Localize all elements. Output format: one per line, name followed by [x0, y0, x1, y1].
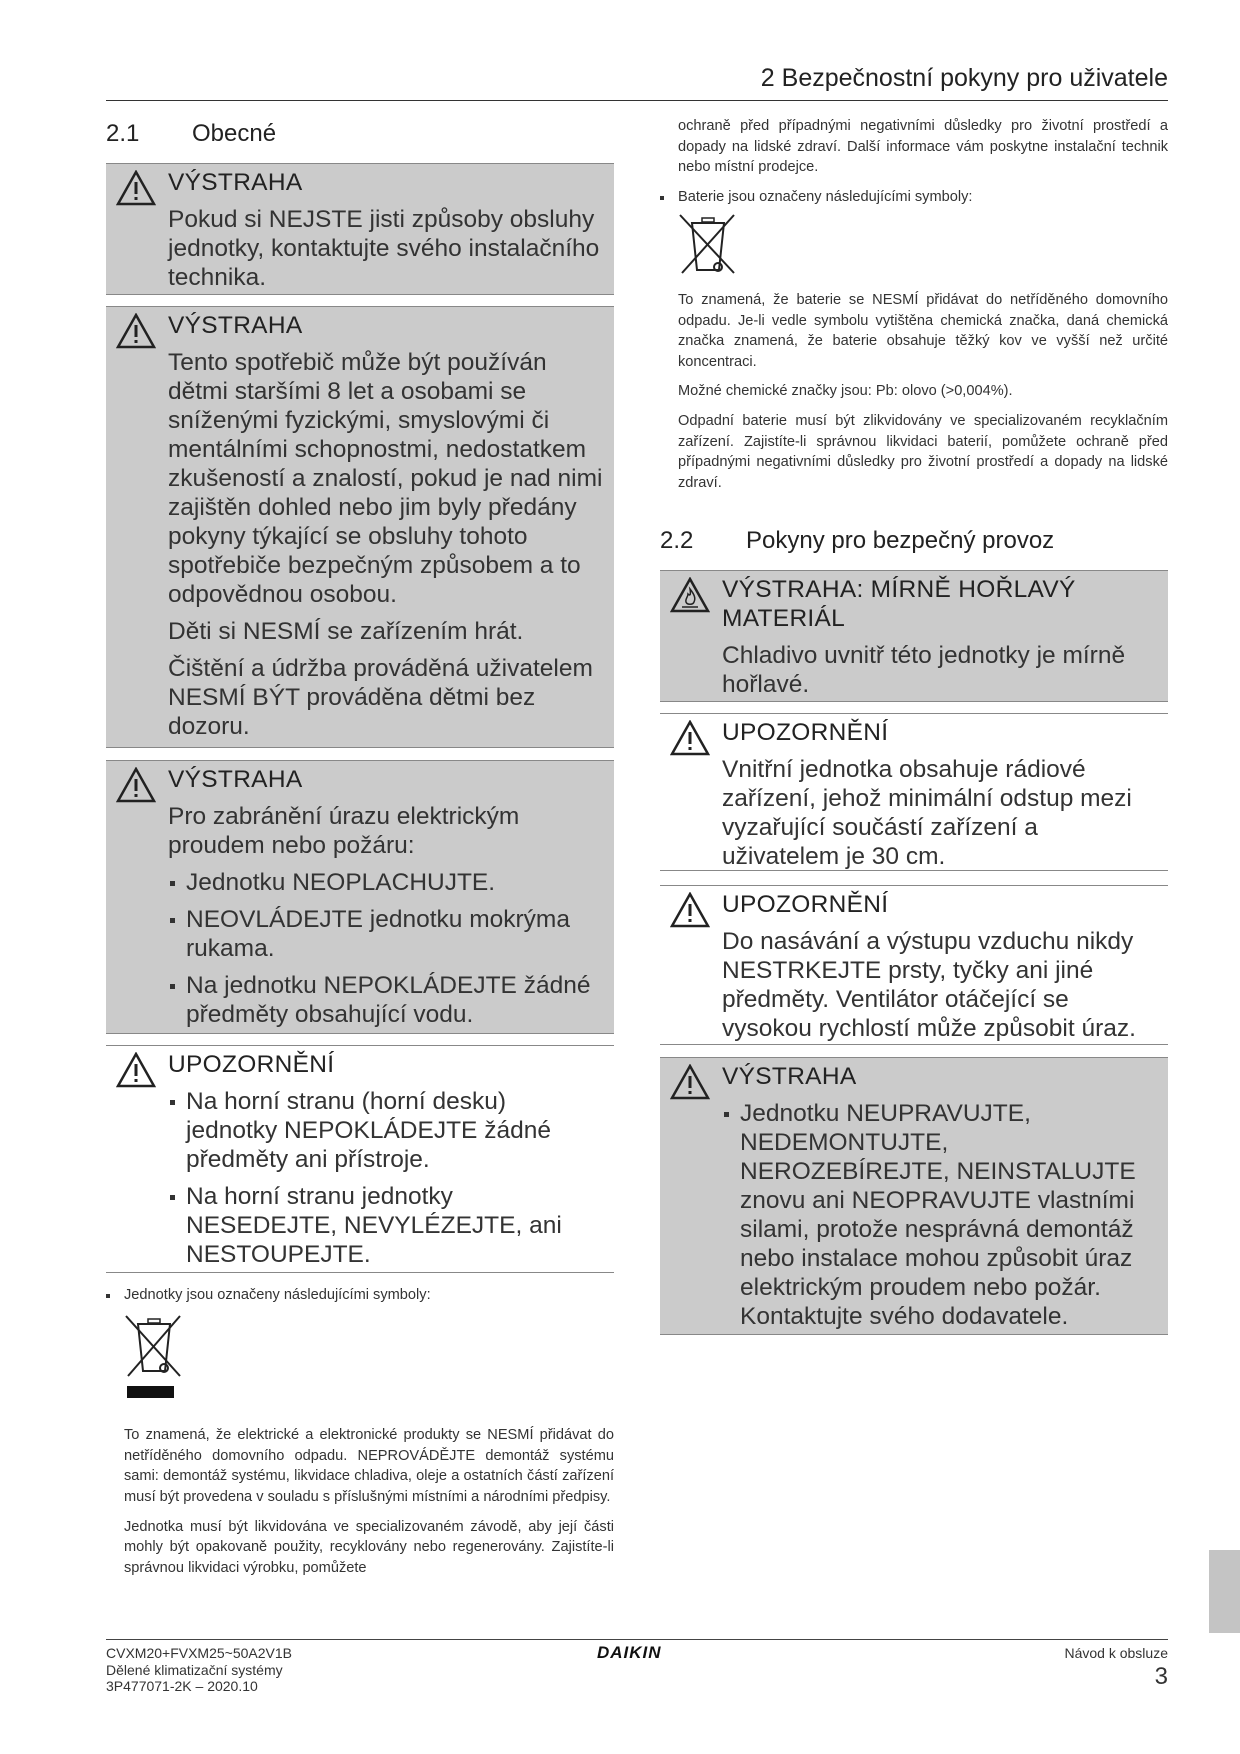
text-paragraph: ochraně před případnými negativními důsledky pro životní prostředí a dopady na lidské zdraví. Další informace vám poskytne instalační technik nebo místní prodejce. — [678, 118, 1168, 176]
box-bullet: Na horní stranu (horní desku) jednotky NEPOKLÁDEJTE žádné předměty ani přístroje. — [168, 1087, 604, 1174]
box-text: Tento spotřebič může být používán dětmi staršími 8 let a osobami se sníženými fyzickými, smyslovými či mentálními schopnostmi, nedostatkem zkušeností a znalostí, pokud je nad nimi zajištěn dohled nebo jim byly předány pokyny týkající se obsluhy tohoto spotřebiče bezpečným způsobem a to odpovědnou osobou. — [168, 349, 603, 608]
section-2-2-heading — [660, 527, 1054, 555]
flammable-warning-box — [660, 570, 1168, 702]
section-number: 2.2 — [660, 527, 694, 554]
daikin-logo: DAIKIN — [597, 1643, 662, 1662]
battery-symbols-bullet: Baterie jsou označeny následujícími symboly: — [660, 187, 1168, 208]
section-2-1-heading — [106, 120, 276, 148]
box-text: Pokud si NEJSTE jisti způsoby obsluhy jednotky, kontaktujte svého instalačního technika. — [168, 206, 600, 291]
box-bullet: NEOVLÁDEJTE jednotku mokrýma rukama. — [168, 905, 604, 963]
flammable-warning-icon — [670, 577, 710, 613]
warning-triangle-icon — [116, 170, 156, 206]
box-text: Děti si NESMÍ se zařízením hrát. — [168, 618, 524, 645]
warning-triangle-icon — [670, 1064, 710, 1100]
section-number: 2.1 — [106, 120, 140, 147]
text-paragraph: Možné chemické značky jsou: Pb: olovo (>0,004%). — [678, 383, 1013, 400]
text-paragraph: To znamená, že elektrické a elektronické produkty se NESMÍ přidávat do netříděného domovního odpadu. NEPROVÁDĚJTE demontáž systému sami: demontáž systému, likvidace chladiva, oleje a ostatních částí zařízení musí být provedena v souladu s příslušnými místními a národními předpisy. — [124, 1427, 614, 1505]
warning-triangle-icon — [670, 892, 710, 928]
symbols-bullet: Jednotky jsou označeny následujícími symboly: — [106, 1285, 614, 1306]
box-bullet: Jednotku NEUPRAVUJTE, NEDEMONTUJTE, NEROZEBÍREJTE, NEINSTALUJTE znovu ani NEOPRAVUJTE vlastními silami, protože nesprávná demontáž nebo instalace mohou způsobit úraz elektrickým proudem nebo požár. Kontaktujte svého dodavatele. — [722, 1099, 1158, 1331]
warning-box-4 — [660, 1057, 1168, 1335]
warning-box-1 — [106, 163, 614, 295]
section-title: Pokyny pro bezpečný provoz — [746, 527, 1055, 554]
warning-box-3 — [106, 760, 614, 1034]
warning-triangle-icon — [116, 313, 156, 349]
box-title: VÝSTRAHA — [168, 312, 303, 339]
chapter-tab — [1209, 1550, 1240, 1633]
page-header-title: 2 Bezpečnostní pokyny pro uživatele — [760, 64, 1168, 92]
section-title: Obecné — [192, 120, 277, 147]
footer-model: CVXM20+FVXM25~50A2V1B — [106, 1645, 292, 1661]
box-text: Pro zabránění úrazu elektrickým proudem nebo požáru: — [168, 803, 520, 859]
crossed-bin-icon — [678, 213, 738, 275]
crossed-bin-icon — [124, 1314, 184, 1409]
box-bullet: Jednotku NEOPLACHUJTE. — [168, 868, 604, 897]
warning-triangle-icon — [116, 1052, 156, 1088]
caution-box-2 — [660, 713, 1168, 871]
box-bullet: Na jednotku NEPOKLÁDEJTE žádné předměty obsahující vodu. — [168, 971, 604, 1029]
text-paragraph: Odpadní baterie musí být zlikvidovány ve specializovaném recyklačním zařízení. Zajistíte-li správnou likvidaci baterií, pomůžete ochraně před případnými negativními důsledky pro životní prostředí a dopady na lidské zdraví. — [678, 412, 1168, 491]
page-number: 3 — [1154, 1662, 1168, 1690]
box-title: VÝSTRAHA — [168, 169, 303, 196]
footer-left — [106, 1645, 292, 1695]
left-column-text — [106, 1285, 614, 1587]
box-title: VÝSTRAHA — [722, 1063, 857, 1090]
box-title: UPOZORNĚNÍ — [722, 719, 889, 746]
footer-manual-title: Návod k obsluze — [1064, 1645, 1168, 1661]
box-title: VÝSTRAHA — [168, 766, 303, 793]
box-text: Chladivo uvnitř této jednotky je mírně hořlavé. — [722, 642, 1126, 698]
warning-box-2 — [106, 306, 614, 748]
header-divider — [106, 100, 1168, 101]
caution-box-3 — [660, 885, 1168, 1045]
footer-description: Dělené klimatizační systémy — [106, 1661, 283, 1678]
warning-triangle-icon — [670, 720, 710, 756]
footer-doc-code: 3P477071-2K – 2020.10 — [106, 1678, 258, 1694]
box-bullet: Na horní stranu jednotky NESEDEJTE, NEVYLÉZEJTE, ani NESTOUPEJTE. — [168, 1182, 604, 1269]
box-text: Vnitřní jednotka obsahuje rádiové zařízení, jehož minimální odstup mezi vyzařující součástí zařízení a uživatelem je 30 cm. — [722, 756, 1132, 870]
box-text: Do nasávání a výstupu vzduchu nikdy NESTRKEJTE prsty, tyčky ani jiné předměty. Ventilátor otáčející se vysokou rychlostí může způsobit úraz. — [722, 928, 1136, 1042]
warning-triangle-icon — [116, 767, 156, 803]
caution-box-1 — [106, 1045, 614, 1273]
text-paragraph: Jednotka musí být likvidována ve specializovaném závodě, aby její části mohly být opakovaně použity, recyklovány nebo regenerovány. Zajistíte-li správnou likvidaci výrobku, pomůžete — [124, 1518, 614, 1576]
text-paragraph: To znamená, že baterie se NESMÍ přidávat do netříděného domovního odpadu. Je-li vedle symbolu vytištěna chemická značka, daná chemická značka znamená, že baterie obsahuje těžký kov ve vyšší než určité koncentraci. — [678, 291, 1168, 370]
box-title: VÝSTRAHA: MÍRNĚ HOŘLAVÝ MATERIÁL — [722, 576, 1076, 632]
box-title: UPOZORNĚNÍ — [722, 891, 889, 918]
box-text: Čištění a údržba prováděná uživatelem NESMÍ BÝT prováděna dětmi bez dozoru. — [168, 655, 593, 740]
footer-divider — [106, 1639, 1168, 1640]
right-column-text — [660, 116, 1168, 502]
footer-right — [1064, 1645, 1168, 1692]
box-title: UPOZORNĚNÍ — [168, 1051, 335, 1078]
